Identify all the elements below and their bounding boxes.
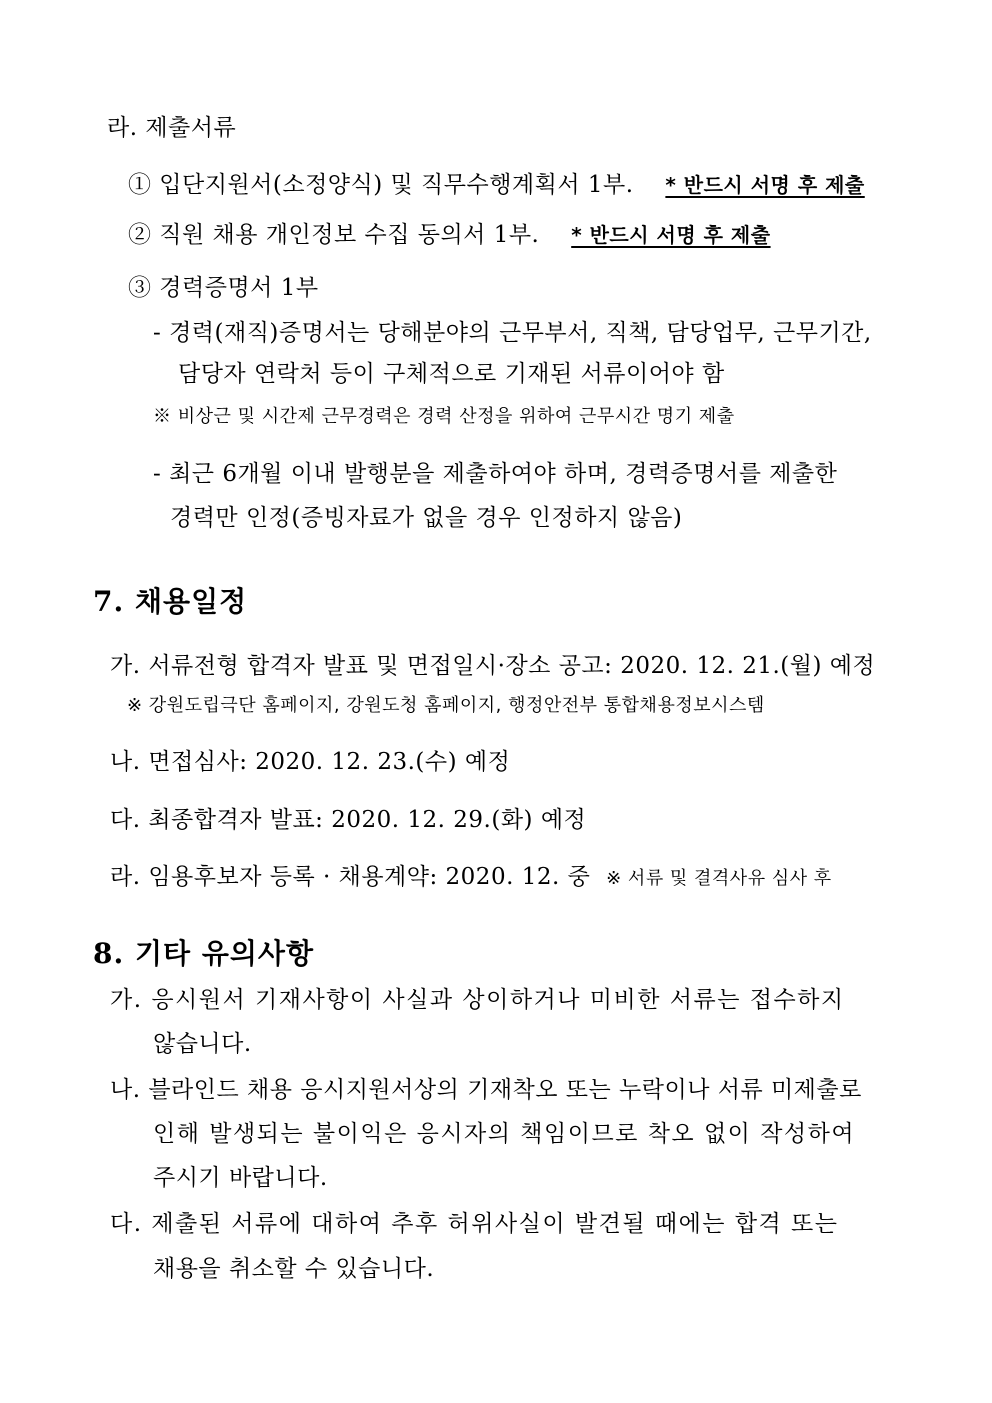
notice-ga-line1: 가. 응시원서 기재사항이 사실과 상이하거나 미비한 서류는 접수하지 xyxy=(110,987,845,1013)
section-ra-title: 라. 제출서류 xyxy=(107,115,237,141)
notice-da-line2: 채용을 취소할 수 있습니다. xyxy=(153,1256,435,1282)
item-1-note: * 반드시 서명 후 제출 xyxy=(665,173,865,197)
item-2 xyxy=(128,222,771,250)
notice-ga-line2: 않습니다. xyxy=(153,1031,252,1057)
item-3-note: ※ 비상근 및 시간제 근무경력은 경력 산정을 위하여 근무시간 명기 제출 xyxy=(153,406,735,427)
notice-na-line1: 나. 블라인드 채용 응시지원서상의 기재착오 또는 누락이나 서류 미제출로 xyxy=(110,1077,862,1103)
item-3-sub1-line2: 담당자 연락처 등이 구체적으로 기재된 서류이어야 함 xyxy=(178,361,725,387)
schedule-da: 다. 최종합격자 발표: 2020. 12. 29.(화) 예정 xyxy=(110,807,587,833)
item-3-text: ③ 경력증명서 1부 xyxy=(128,275,319,301)
schedule-na: 나. 면접심사: 2020. 12. 23.(수) 예정 xyxy=(110,749,511,775)
item-1 xyxy=(128,172,865,200)
schedule-ga-note: ※ 강원도립극단 홈페이지, 강원도청 홈페이지, 행정안전부 통합채용정보시스템 xyxy=(127,695,765,716)
item-1-text: ① 입단지원서(소정양식) 및 직무수행계획서 1부. xyxy=(128,172,634,198)
notice-na-line3: 주시기 바랍니다. xyxy=(153,1165,328,1191)
item-2-text: ② 직원 채용 개인정보 수집 동의서 1부. xyxy=(128,222,540,248)
schedule-ga: 가. 서류전형 합격자 발표 및 면접일시·장소 공고: 2020. 12. 21.(월) 예정 xyxy=(110,653,876,679)
schedule-ra xyxy=(110,864,832,892)
schedule-ra-note: ※ 서류 및 결격사유 심사 후 xyxy=(606,868,832,889)
section-8-heading: 8. 기타 유의사항 xyxy=(93,937,315,970)
schedule-ra-text: 라. 임용후보자 등록 · 채용계약: 2020. 12. 중 xyxy=(110,864,591,890)
item-3-sub1-line1: - 경력(재직)증명서는 당해분야의 근무부서, 직책, 담당업무, 근무기간, xyxy=(153,320,872,346)
section-7-heading: 7. 채용일정 xyxy=(93,585,248,618)
notice-na-line2: 인해 발생되는 불이익은 응시자의 책임이므로 착오 없이 작성하여 xyxy=(153,1121,856,1147)
item-3-sub2-line2: 경력만 인정(증빙자료가 없을 경우 인정하지 않음) xyxy=(170,505,683,531)
item-3-sub2-line1: - 최근 6개월 이내 발행분을 제출하여야 하며, 경력증명서를 제출한 xyxy=(153,461,838,487)
item-2-note: * 반드시 서명 후 제출 xyxy=(571,223,771,247)
notice-da-line1: 다. 제출된 서류에 대하여 추후 허위사실이 발견될 때에는 합격 또는 xyxy=(110,1211,839,1237)
